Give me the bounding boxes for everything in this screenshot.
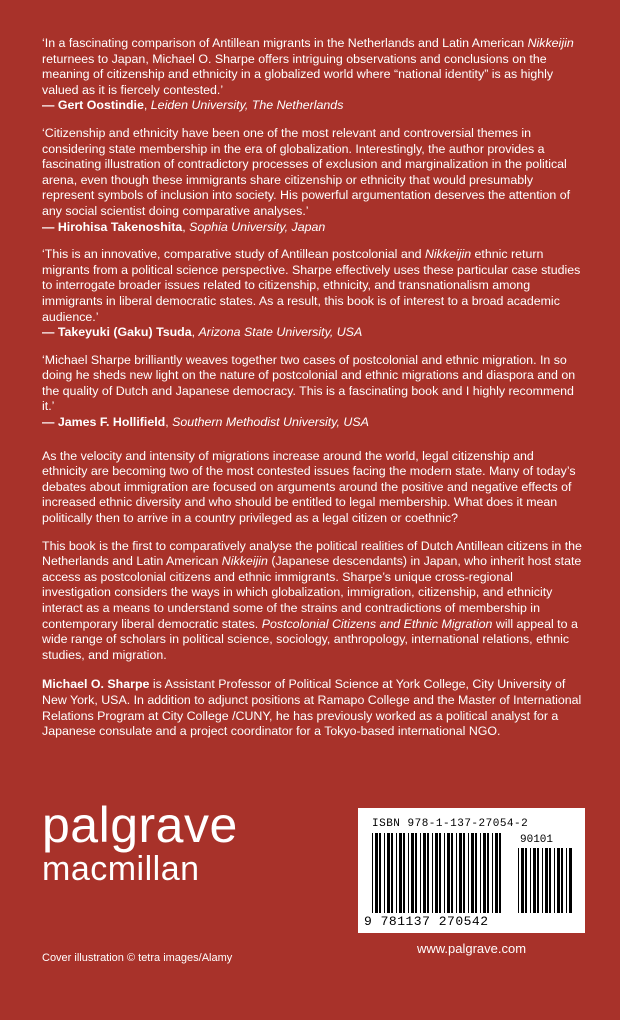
- author-bio: Michael O. Sharpe is Assistant Professor of Political Science at York College, City University of New York, USA. In addition to adjunct positions at Ramapo College and the Master of International Relations Program at City College /CUNY, he has previously worked as a political analyst for a Japanese consulate and a project coordinator for a Tokyo-based international NGO.: [42, 677, 582, 739]
- review-2: [42, 126, 582, 235]
- review-attribution: — James F. Hollifield, Southern Methodist University, USA: [42, 415, 369, 430]
- review-quote: ‘Michael Sharpe brilliantly weaves together two cases of postcolonial and ethnic migration. In so doing he sheds new light on the nature of postcolonial and ethnic migrations and diaspora and on the quality of Dutch and Japanese democracy. This is a fascinating book and I highly recommend it.’: [42, 352, 576, 414]
- price-code: 90101: [520, 834, 554, 846]
- review-quote: ‘This is an innovative, comparative study of Antillean postcolonial and Nikkeijin ethnic return migrants from a political science perspective. Sharpe effectively uses these particular case studies to interrogate broader issues related to citizenship, ethnicity, and transnationalism among immigrants in liberal democratic states. As a result, this book is of interest to a broad academic audience.’: [42, 247, 581, 324]
- review-4: [42, 353, 582, 431]
- publisher-logo-line2: macmillan: [42, 850, 200, 888]
- review-quote: ‘In a fascinating comparison of Antillean migrants in the Netherlands and Latin American Nikkeijin returnees to Japan, Michael O. Sharpe offers intriguing observations and conclusions on the meaning of citizenship and ethnicity in a globalized world where “national identity” is as highly valued as it is fiercely contested.’: [42, 36, 574, 97]
- review-1: [42, 36, 582, 114]
- barcode: [358, 808, 585, 933]
- cover-credit: Cover illustration © tetra images/Alamy: [42, 952, 233, 964]
- cover-text: [42, 36, 582, 752]
- review-attribution: — Takeyuki (Gaku) Tsuda, Arizona State University, USA: [42, 325, 363, 340]
- review-attribution: — Hirohisa Takenoshita, Sophia University, Japan: [42, 219, 326, 234]
- description-paragraph-1: As the velocity and intensity of migrations increase around the world, legal citizenship and ethnicity are becoming two of the most contested issues facing the modern state. Many of today’s debates about immigration are focused on arguments around the positive and negative effects of increased ethnic diversity and who should be entitled to legal membership. What does it mean politically then to arrive in a country privileged as a legal citizen or coethnic?: [42, 448, 576, 526]
- review-quote: ‘Citizenship and ethnicity have been one of the most relevant and controversial themes in considering state membership in the era of globalization. Interestingly, the author provides a fascinating illustration of contradictory processes of exclusion and marginalization in the political arena, even though these immigrants share citizenship or ethnicity that would presumably represent symbols of inclusion into society. His powerful argumentation deserves the attention of any social scientist doing comparative analyses.’: [42, 125, 571, 218]
- description-paragraph-2: This book is the first to comparatively analyse the political realities of Dutch Antillean citizens in the Netherlands and Latin American Nikkeijin (Japanese descendants) in Japan, who inherit host state access as postcolonial citizens and ethnic immigrants. Sharpe’s unique cross-regional investigation considers the ways in which globalization, immigration, citizenship, and ethnicity interact as a means to understand some of the strains and contradictions of membership in contemporary liberal democratic states. Postcolonial Citizens and Ethnic Migration will appeal to a wide range of scholars in political science, sociology, anthropology, international relations, ethnic studies, and migration.: [42, 538, 582, 662]
- barcode-bars-icon: [372, 833, 504, 913]
- ean-number: 9 781137 270542: [364, 914, 489, 929]
- isbn-label: ISBN 978-1-137-27054-2: [372, 818, 529, 830]
- publisher-url[interactable]: www.palgrave.com: [416, 941, 527, 956]
- review-attribution: — Gert Oostindie, Leiden University, The Netherlands: [42, 98, 344, 113]
- publisher-logo-line1: palgrave: [42, 797, 238, 853]
- publisher-logo: [42, 797, 238, 888]
- barcode-addon-bars-icon: [518, 848, 572, 913]
- review-3: [42, 247, 582, 341]
